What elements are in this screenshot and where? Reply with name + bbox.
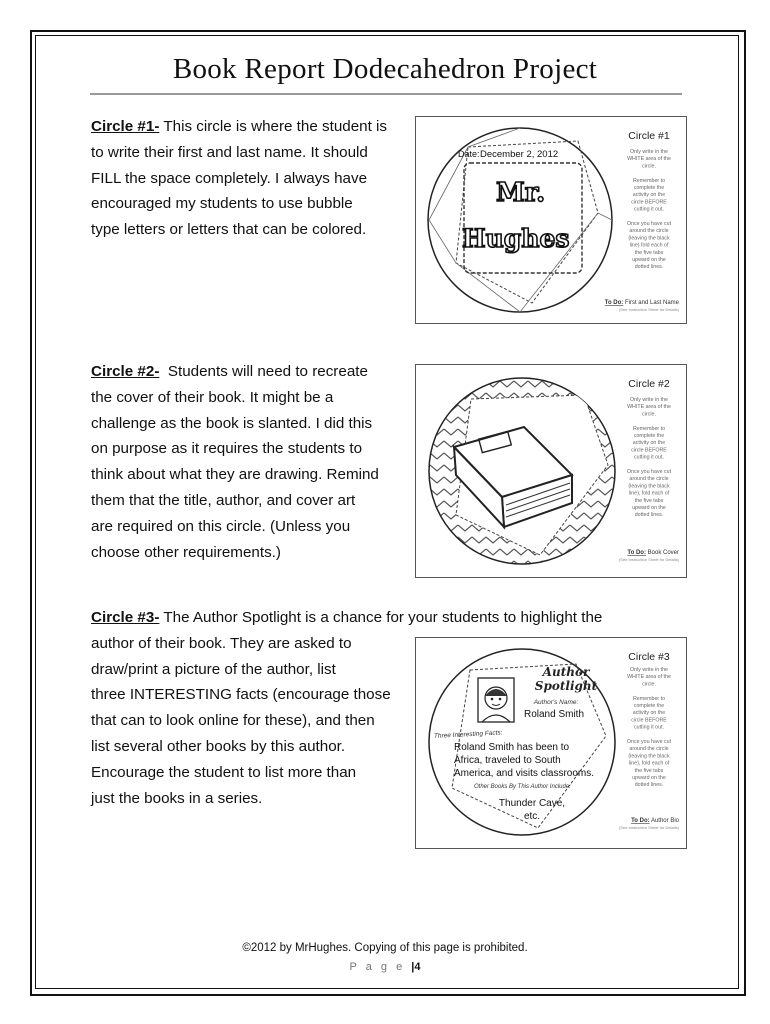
- thumb-todo: To Do: Author Bio: [631, 818, 679, 824]
- book-line: Thunder Cave,: [498, 798, 566, 809]
- note-line: upward on the: [632, 775, 666, 781]
- section-line: Circle #2- Students will need to recreate: [91, 363, 368, 380]
- note-line: cutting it out.: [633, 454, 665, 461]
- thumb-todo-sub: (See Instruction Sheet for Details): [618, 825, 679, 830]
- section-lead: Circle #3-: [91, 609, 160, 626]
- section-line: that can to look online for these), and then: [91, 712, 375, 730]
- note-line: Remember to: [632, 695, 666, 702]
- section-line: Encourage the student to list more than: [91, 763, 357, 781]
- note-line: dotted lines.: [634, 782, 664, 789]
- section-lead: Circle #1-: [91, 118, 160, 135]
- section-line: FILL the space completely. I always have: [91, 169, 368, 187]
- note-line: Only write in the: [630, 149, 668, 155]
- section-line: draw/print a picture of the author, list: [91, 660, 336, 678]
- section-line: to write their first and last name. It should: [91, 143, 368, 161]
- thumb-notes: [627, 397, 672, 518]
- note-line: (leaving the black: [628, 235, 670, 242]
- note-line: circle BEFORE: [631, 717, 667, 724]
- note-line: circle.: [642, 411, 656, 418]
- thumb-todo-sub: (See Instruction Sheet for Details): [618, 557, 679, 562]
- note-line: Once you have cut: [626, 469, 672, 475]
- page-title: Book Report Dodecahedron Project: [172, 53, 598, 85]
- section-line: just the books in a series.: [91, 789, 263, 807]
- spotlight-line-2: Spotlight: [534, 679, 598, 693]
- note-line: cutting it out.: [633, 206, 665, 213]
- fact-line: Africa, traveled to South: [454, 755, 561, 766]
- thumb-notes: [627, 667, 672, 788]
- note-line: upward on the: [632, 505, 666, 511]
- note-line: upward on the: [632, 257, 666, 263]
- author-label: Author's Name:: [533, 699, 579, 706]
- section-line: choose other requirements.): [91, 543, 281, 561]
- note-line: around the circle: [629, 476, 669, 483]
- thumb-todo-sub: (See Instruction Sheet for Details): [618, 307, 679, 312]
- section-line: challenge as the book is slanted. I did this: [91, 414, 373, 432]
- note-line: Once you have cut: [626, 739, 672, 745]
- thumb-todo: To Do: First and Last Name: [604, 300, 679, 306]
- note-line: complete the: [633, 433, 665, 439]
- date-label: Date:: [458, 149, 480, 159]
- section-line: are required on this circle. (Unless you: [91, 517, 351, 535]
- note-line: WHITE area of the: [627, 404, 671, 411]
- note-line: complete the: [633, 703, 665, 709]
- section-line: think about what they are drawing. Remind: [91, 466, 379, 484]
- section-line: Circle #1- This circle is where the student is: [91, 118, 388, 135]
- section-lead: Circle #2-: [91, 363, 160, 380]
- note-line: WHITE area of the: [627, 156, 671, 163]
- note-line: the five tabs: [634, 767, 664, 774]
- thumb-heading: Circle #1: [628, 130, 670, 142]
- thumbnail-circle-2: [415, 364, 687, 578]
- note-line: Remember to: [632, 425, 666, 432]
- note-line: the five tabs: [634, 249, 664, 256]
- section-line: them that the title, author, and cover art: [91, 491, 356, 509]
- note-line: (leaving the black: [628, 753, 670, 760]
- name-line-2: Hughes: [462, 224, 570, 253]
- section-line: author of their book. They are asked to: [91, 634, 352, 652]
- note-line: Once you have cut: [626, 221, 672, 227]
- section-line: the cover of their book. It might be a: [91, 388, 334, 406]
- title-underline: [90, 93, 682, 95]
- note-line: circle BEFORE: [631, 199, 667, 206]
- note-line: (leaving the black: [628, 483, 670, 490]
- note-line: WHITE area of the: [627, 674, 671, 681]
- book-line: etc.: [523, 811, 541, 822]
- note-line: line) fold each of: [629, 242, 669, 249]
- thumb-heading: Circle #3: [628, 651, 670, 663]
- section-line: list several other books by this author.: [91, 737, 346, 755]
- thumb-notes: [627, 149, 672, 270]
- note-line: activity on the: [632, 710, 666, 717]
- copyright-footer: ©2012 by MrHughes. Copying of this page is prohibited.: [242, 942, 528, 954]
- note-line: line), fold each of: [628, 490, 670, 497]
- note-line: Only write in the: [630, 667, 668, 673]
- section-circle-2: [91, 359, 411, 565]
- note-line: complete the: [633, 185, 665, 191]
- thumb-todo: To Do: Book Cover: [627, 550, 679, 556]
- note-line: circle BEFORE: [631, 447, 667, 454]
- note-line: line), fold each of: [628, 760, 670, 767]
- note-line: circle.: [642, 681, 656, 688]
- section-circle-1: [91, 114, 411, 243]
- page-number: P a g e |4: [349, 961, 421, 973]
- note-line: activity on the: [632, 192, 666, 199]
- section-line: three INTERESTING facts (encourage those: [91, 686, 391, 704]
- note-line: Only write in the: [630, 397, 668, 403]
- thumb-heading: Circle #2: [628, 378, 670, 390]
- name-line-1: Mr.: [496, 178, 546, 208]
- note-line: cutting it out.: [633, 724, 665, 731]
- note-line: the five tabs: [634, 497, 664, 504]
- note-line: dotted lines.: [634, 512, 664, 519]
- fact-line: Roland Smith has been to: [454, 742, 570, 753]
- thumbnail-circle-1: [415, 116, 687, 324]
- note-line: Remember to: [632, 177, 666, 184]
- facts-label: Three Interesting Facts:: [433, 729, 503, 740]
- thumbnail-circle-3: [415, 637, 687, 849]
- section-line: Circle #3- The Author Spotlight is a chance for your students to highlight the: [91, 609, 603, 626]
- section-line: type letters or letters that can be colored.: [91, 221, 367, 239]
- section-line: on purpose as it requires the students to: [91, 440, 363, 458]
- note-line: dotted lines.: [634, 264, 664, 271]
- note-line: around the circle: [629, 228, 669, 235]
- spotlight-line-1: Author: [542, 665, 590, 679]
- fact-line: America, and visits classrooms.: [454, 768, 595, 779]
- note-line: circle.: [642, 163, 656, 170]
- note-line: activity on the: [632, 440, 666, 447]
- section-line: encouraged my students to use bubble: [91, 195, 353, 213]
- note-line: around the circle: [629, 746, 669, 753]
- date-value: December 2, 2012: [480, 149, 559, 160]
- author-name: Roland Smith: [523, 709, 585, 720]
- books-label: Other Books By This Author Include:: [474, 784, 571, 790]
